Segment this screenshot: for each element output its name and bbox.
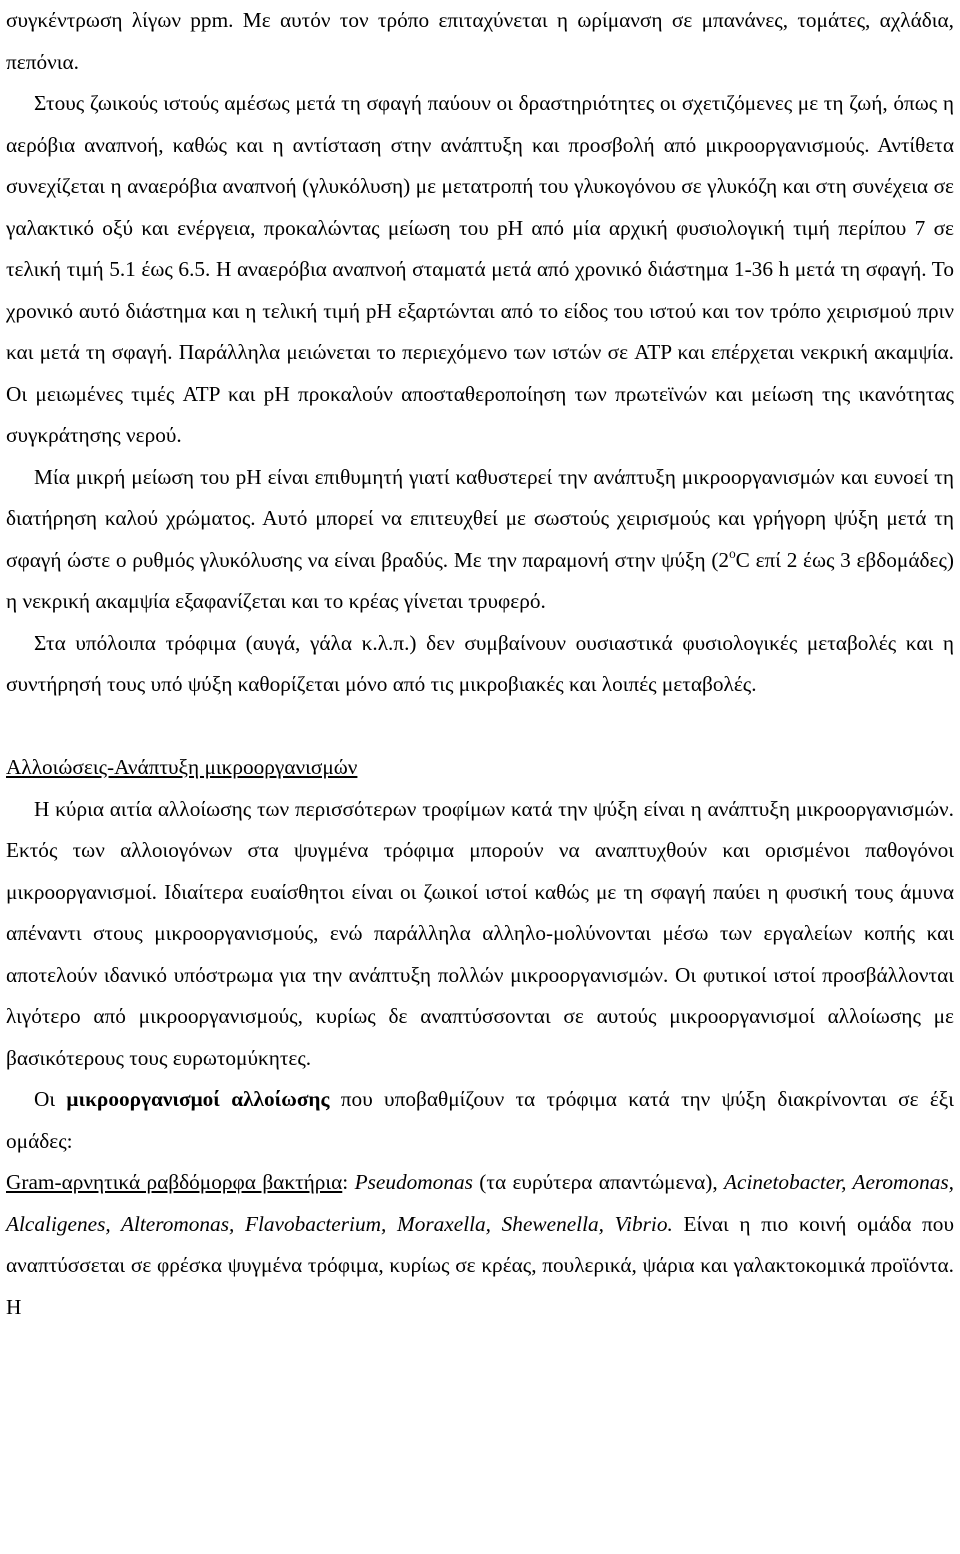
- paragraph-text: Η κύρια αιτία αλλοίωσης των περισσότερων τροφίμων κατά την ψύξη είναι η ανάπτυξη μικροοργανισμών. Εκτός των αλλοιογόνων στα ψυγμένα τρόφιμα μπορούν να αναπτυχθούν και ορισμένοι παθογόνοι μικροοργανισμοί. Ιδιαίτερα ευαίσθητοι είναι οι ζωικοί ιστοί καθώς με τη σφαγή παύει η φυσική τους άμυνα απέναντι στους μικροοργανισμούς, ενώ παράλληλα αλληλο-μολύνονται μέσω των εργαλείων κοπής και αποτελούν ιδανικό υπόστρωμα για την ανάπτυξη πολλών μικροοργανισμών. Οι φυτικοί ιστοί προσβάλλονται λιγότερο από μικροοργανισμούς, κυρίως δε αναπτύσσονται σε αυτούς μικροοργανισμοί αλλοίωσης με βασικότερους τους ευρωτομύκητες.: [6, 796, 954, 1070]
- section-heading: [6, 747, 954, 789]
- paragraph-lead: Οι: [34, 1087, 67, 1111]
- bold-term: μικροοργανισμοί αλλοίωσης: [66, 1087, 330, 1111]
- paragraph-text: Στους ζωικούς ιστούς αμέσως μετά τη σφαγή παύουν οι δραστηριότητες οι σχετιζόμενες με τη ζωή, όπως η αερόβια αναπνοή, καθώς και η αντίσταση στην ανάπτυξη και προσβολή από μικροοργανισμούς. Αντίθετα συνεχίζεται η αναερόβια αναπνοή (γλυκόλυση) με μετατροπή του γλυκογόνου σε γλυκόζη και στη συνέχεια σε γαλακτικό οξύ και ενέργεια, προκαλώντας μείωση του pH από μία αρχική φυσιολογική τιμή περίπου 7 σε τελική τιμή 5.1 έως 6.5. Η αναερόβια αναπνοή σταματά μετά από χρονικό διάστημα 1-36 h μετά τη σφαγή. Το χρονικό αυτό διάστημα και η τελική τιμή pH εξαρτώνται από το είδος του ιστού και τον τρόπο χειρισμού πριν και μετά τη σφαγή. Παράλληλα μειώνεται το περιεχόμενο των ιστών σε ATP και επέρχεται νεκρική ακαμψία. Οι μειωμένες τιμές ATP και pH προκαλούν αποσταθεροποίηση των πρωτεϊνών και μείωση της ικανότητας συγκράτησης νερού.: [6, 91, 954, 447]
- paragraph-text: Στα υπόλοιπα τρόφιμα (αυγά, γάλα κ.λ.π.) δεν συμβαίνουν ουσιαστικά φυσιολογικές μεταβολές και η συντήρησή τους υπό ψύξη καθορίζεται μόνο από τις μικροβιακές και λοιπές μεταβολές.: [6, 630, 954, 696]
- paragraph-rest: που υποβαθμίζουν τα τρόφιμα κατά την ψύξη διακρίνονται σε έξι ομάδες:: [6, 1087, 954, 1153]
- document-page: [6, 0, 954, 1328]
- paragraph-rest: Είναι η πιο κοινή ομάδα που αναπτύσσεται σε φρέσκα ψυγμένα τρόφιμα, κυρίως σε κρέας, πουλερικά, ψάρια και γαλακτοκομικά προϊόντα. Η: [6, 1211, 954, 1319]
- group-label: Gram-αρνητικά ραβδόμορφα βακτήρια: [6, 1170, 343, 1194]
- paragraph-gram-negative: [6, 1162, 954, 1328]
- paragraph-ph-reduction: [6, 457, 954, 623]
- paragraph-animal-tissues: [6, 83, 954, 457]
- paragraph-ripening: [6, 0, 954, 83]
- label-colon: :: [342, 1170, 355, 1194]
- paragraph-other-foods: [6, 623, 954, 706]
- section-heading-text: Αλλοιώσεις-Ανάπτυξη μικροοργανισμών: [6, 755, 358, 779]
- paragraph-spoilage-cause: [6, 789, 954, 1080]
- degree-superscript: o: [729, 545, 736, 561]
- paragraph-text-end: C επί 2 έως 3 εβδομάδες) η νεκρική ακαμψία εξαφανίζεται και το κρέας γίνεται τρυφερό.: [6, 547, 955, 613]
- genus-name: Pseudomonas: [354, 1170, 473, 1194]
- paragraph-spoilage-groups: [6, 1079, 954, 1162]
- genus-note: (τα ευρύτερα απαντώμενα),: [472, 1170, 725, 1194]
- paragraph-text-start: Μία μικρή μείωση του pH είναι επιθυμητή γιατί καθυστερεί την ανάπτυξη μικροοργανισμών και ευνοεί τη διατήρηση καλού χρώματος. Αυτό μπορεί να επιτευχθεί με σωστούς χειρισμούς και γρήγορη ψύξη μετά τη σφαγή ώστε ο ρυθμός γλυκόλυσης να είναι βραδύς. Με την παραμονή στην ψύξη (2: [6, 464, 954, 572]
- genera-list: Acinetobacter, Aeromonas, Alcaligenes, Alteromonas, Flavobacterium, Moraxella, Shewenella, Vibrio.: [6, 1170, 954, 1236]
- paragraph-text: συγκέντρωση λίγων ppm. Με αυτόν τον τρόπο επιταχύνεται η ωρίμανση σε μπανάνες, τομάτες, αχλάδια, πεπόνια.: [6, 8, 954, 74]
